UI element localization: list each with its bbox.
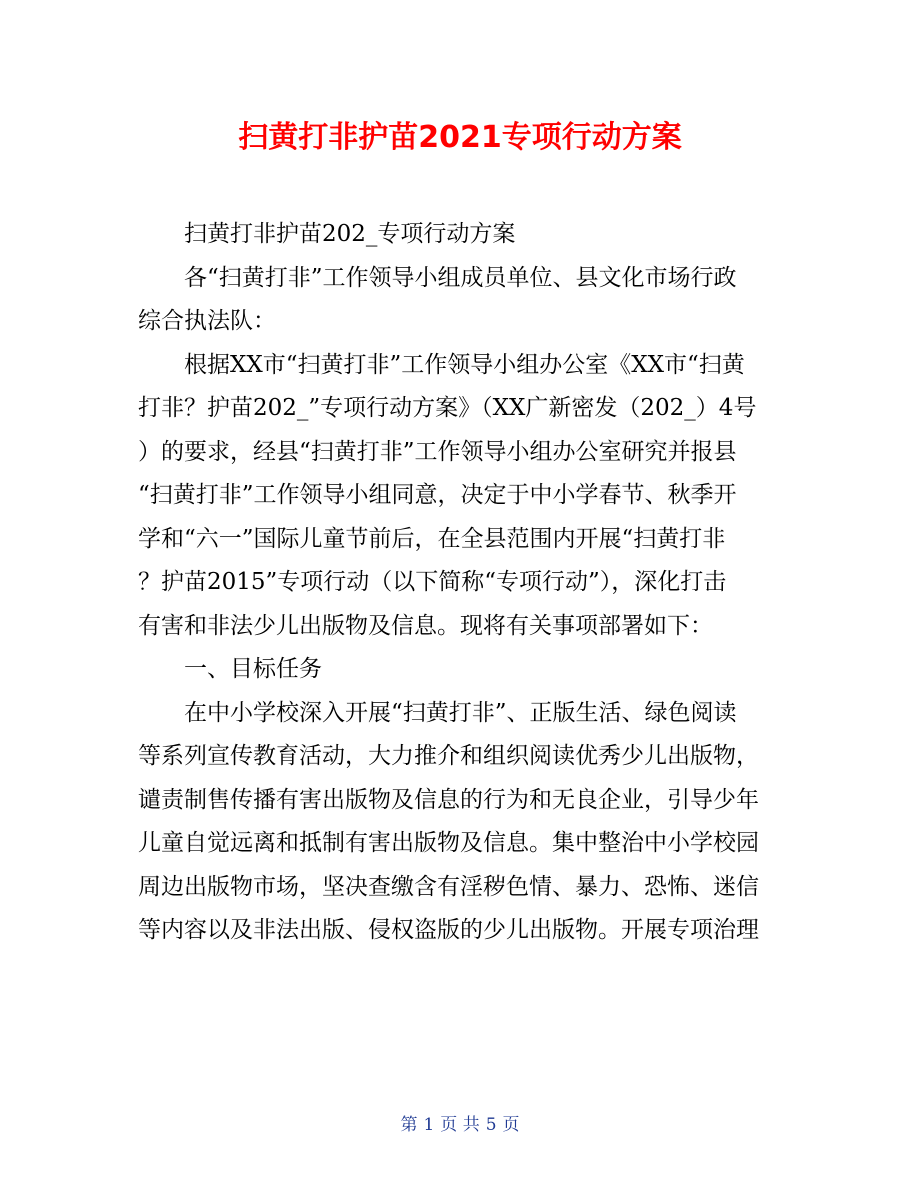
document-body xyxy=(138,213,798,953)
body-line: 各“扫黄打非”工作领导小组成员单位、县文化市场行政 xyxy=(184,264,737,291)
footer-page-number: 1 xyxy=(423,1115,435,1135)
body-line: ）的要求，经县“扫黄打非”工作领导小组办公室研究并报县 xyxy=(138,438,737,465)
body-line: 根据XX市“扫黄打非”工作领导小组办公室《XX市“扫黄 xyxy=(184,351,745,378)
body-line: 有害和非法少儿出版物及信息。现将有关事项部署如下： xyxy=(138,612,713,639)
body-line: 打非？护苗202_”专项行动方案》（XX广新密发（202_）4号 xyxy=(138,395,757,421)
body-line: 扫黄打非护苗202_专项行动方案 xyxy=(184,221,516,247)
body-line: ？护苗2015”专项行动（以下简称“专项行动”），深化打击 xyxy=(138,569,727,595)
body-line: 儿童自觉远离和抵制有害出版物及信息。集中整治中小学校园 xyxy=(138,830,759,856)
footer-suffix: 页 xyxy=(502,1115,520,1135)
body-line: “扫黄打非”工作领导小组同意，决定于中小学春节、秋季开 xyxy=(138,482,737,508)
body-line: 综合执法队： xyxy=(138,308,276,334)
body-line: 等系列宣传教育活动，大力推介和组织阅读优秀少儿出版物， xyxy=(138,743,759,769)
footer-prefix: 第 xyxy=(400,1115,418,1135)
body-line: 谴责制售传播有害出版物及信息的行为和无良企业，引导少年 xyxy=(138,786,759,813)
page-footer xyxy=(0,1113,920,1137)
footer-total-pages: 5 xyxy=(485,1115,497,1135)
body-line: 等内容以及非法出版、侵权盗版的少儿出版物。开展专项治理 xyxy=(138,917,759,943)
body-line: 学和“六一”国际儿童节前后，在全县范围内开展“扫黄打非 xyxy=(138,525,726,552)
section-heading: 一、目标任务 xyxy=(184,656,322,682)
document-title: 扫黄打非护苗2021专项行动方案 xyxy=(238,120,682,155)
body-line: 在中小学校深入开展“扫黄打非”、正版生活、绿色阅读 xyxy=(184,699,737,726)
footer-middle: 页 共 xyxy=(440,1115,480,1135)
body-line: 周边出版物市场，坚决查缴含有淫秽色情、暴力、恐怖、迷信 xyxy=(138,873,759,900)
